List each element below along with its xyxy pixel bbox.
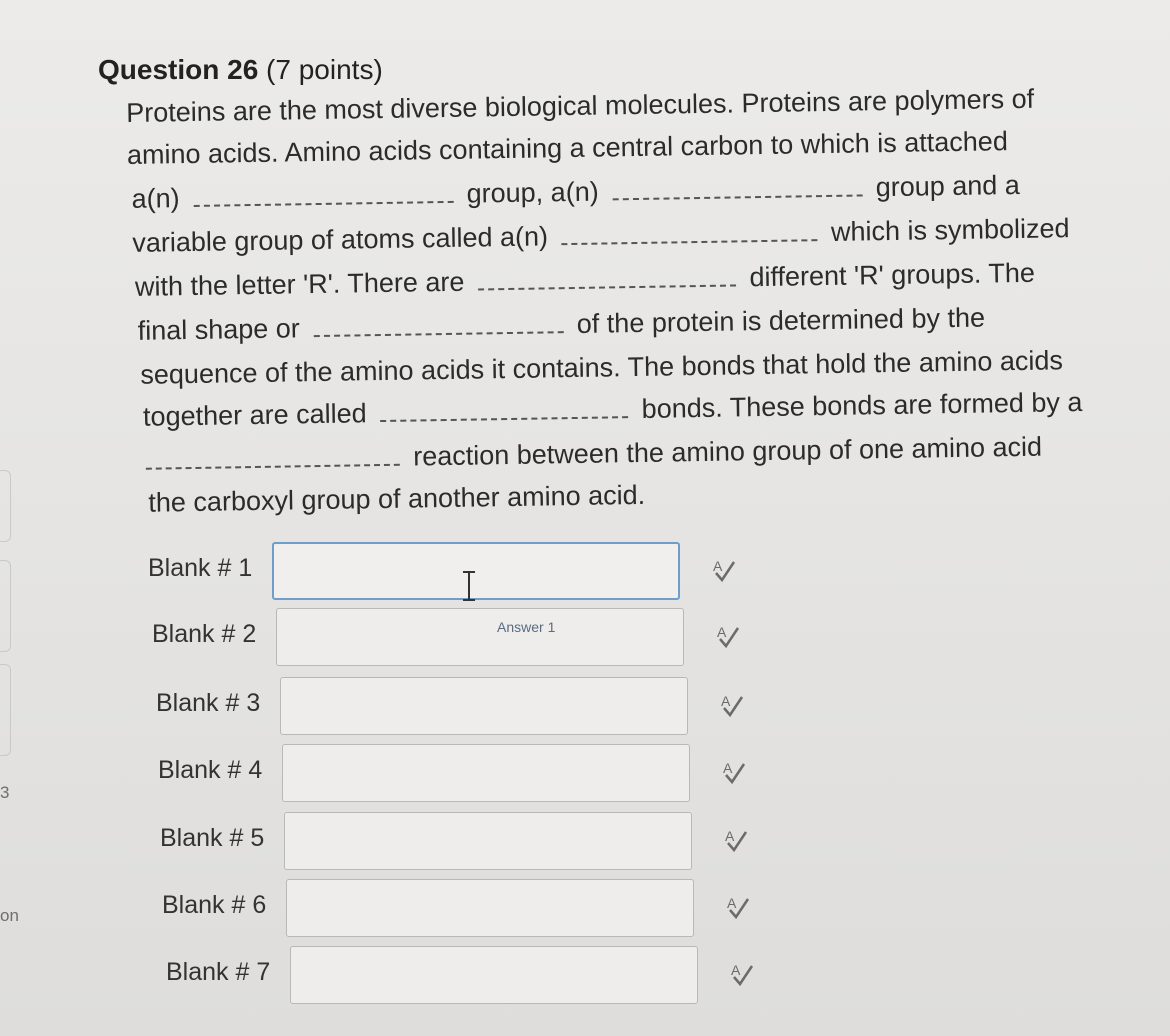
blank-2-input[interactable] bbox=[276, 608, 684, 666]
question-text-segment: amino acids. Amino acids containing a central carbon to which is attached bbox=[126, 126, 1009, 170]
fill-in-blank-3 bbox=[561, 223, 817, 245]
blank-row-6 bbox=[162, 879, 762, 941]
question-text-segment: different 'R' groups. The bbox=[749, 257, 1036, 293]
svg-text:A: A bbox=[721, 693, 731, 709]
svg-text:A: A bbox=[731, 962, 741, 978]
blank-label: Blank # 6 bbox=[162, 891, 267, 919]
gutter-panel bbox=[0, 470, 11, 542]
blank-label: Blank # 3 bbox=[156, 689, 261, 717]
question-text-segment: group and a bbox=[875, 169, 1021, 203]
question-line bbox=[135, 258, 1035, 303]
svg-text:A: A bbox=[725, 828, 735, 844]
blank-row-4 bbox=[158, 744, 758, 806]
question-line bbox=[140, 345, 1063, 390]
fill-in-blank-5 bbox=[313, 315, 563, 337]
answer-blanks bbox=[148, 540, 768, 1020]
question-text-segment: reaction between the amino group of one amino acid bbox=[412, 431, 1043, 472]
question-line bbox=[148, 480, 645, 519]
question-line bbox=[127, 126, 1008, 171]
svg-text:A: A bbox=[717, 624, 727, 640]
question-line bbox=[132, 213, 1070, 259]
blank-label: Blank # 2 bbox=[152, 620, 257, 648]
spell-check-icon[interactable] bbox=[710, 556, 738, 584]
question-line bbox=[145, 432, 1042, 477]
svg-text:A: A bbox=[723, 760, 733, 776]
question-text-segment: group, a(n) bbox=[466, 176, 599, 209]
blank-7-input[interactable] bbox=[290, 946, 698, 1004]
spell-check-icon[interactable] bbox=[720, 758, 748, 786]
blank-label: Blank # 4 bbox=[158, 756, 263, 784]
spell-check-icon[interactable] bbox=[718, 691, 746, 719]
left-gutter bbox=[0, 0, 19, 1036]
question-text-segment: Proteins are the most diverse biological molecules. Proteins are polymers of bbox=[126, 83, 1035, 128]
gutter-panel bbox=[0, 664, 11, 756]
question-number: Question 26 bbox=[98, 54, 259, 85]
question-line bbox=[126, 84, 1034, 129]
question-text bbox=[126, 80, 1123, 525]
question-text-segment: bonds. These bonds are formed by a bbox=[641, 387, 1083, 424]
fill-in-blank-4 bbox=[478, 268, 736, 290]
blank-row-3 bbox=[156, 677, 756, 739]
blank-row-7 bbox=[166, 946, 766, 1008]
question-text-segment: variable group of atoms called a(n) bbox=[132, 221, 549, 258]
question-text-segment: of the protein is determined by the bbox=[576, 302, 986, 339]
blank-row-5 bbox=[160, 812, 760, 874]
blank-label: Blank # 5 bbox=[160, 824, 265, 852]
question-text-segment: sequence of the amino acids it contains. The bonds that hold the amino acids bbox=[140, 345, 1064, 390]
question-points: (7 points) bbox=[266, 54, 383, 85]
question-text-segment: which is symbolized bbox=[830, 213, 1070, 247]
blank-label: Blank # 1 bbox=[148, 554, 253, 582]
blank-row-2 bbox=[152, 608, 752, 670]
fill-in-blank-2 bbox=[612, 178, 862, 200]
fill-in-blank-1 bbox=[193, 185, 453, 207]
answer-tooltip: Answer 1 bbox=[497, 619, 556, 635]
gutter-number: 3 bbox=[0, 783, 10, 802]
spell-check-icon[interactable] bbox=[714, 622, 742, 650]
fill-in-blank-7 bbox=[146, 448, 400, 470]
blank-6-input[interactable] bbox=[286, 879, 694, 937]
blank-row-1 bbox=[148, 542, 748, 604]
blank-label: Blank # 7 bbox=[166, 958, 271, 986]
svg-text:A: A bbox=[727, 895, 737, 911]
question-line bbox=[131, 170, 1020, 215]
question-text-segment: a(n) bbox=[131, 183, 180, 214]
spell-check-icon[interactable] bbox=[728, 960, 756, 988]
spell-check-icon[interactable] bbox=[722, 826, 750, 854]
blank-3-input[interactable] bbox=[280, 677, 688, 735]
question-line bbox=[137, 303, 985, 347]
question-title bbox=[98, 54, 383, 86]
question-text-segment: with the letter 'R'. There are bbox=[134, 266, 465, 302]
text-cursor-icon bbox=[460, 570, 478, 602]
blank-5-input[interactable] bbox=[284, 812, 692, 870]
question-text-segment: final shape or bbox=[137, 313, 301, 346]
blank-4-input[interactable] bbox=[282, 744, 690, 802]
gutter-label: on bbox=[0, 906, 19, 925]
fill-in-blank-6 bbox=[380, 400, 628, 422]
question-text-segment: the carboxyl group of another amino acid. bbox=[148, 479, 646, 518]
spell-check-icon[interactable] bbox=[724, 893, 752, 921]
svg-text:A: A bbox=[713, 558, 723, 574]
gutter-panel bbox=[0, 560, 11, 652]
question-text-segment: together are called bbox=[142, 398, 367, 432]
question-line bbox=[143, 387, 1083, 433]
